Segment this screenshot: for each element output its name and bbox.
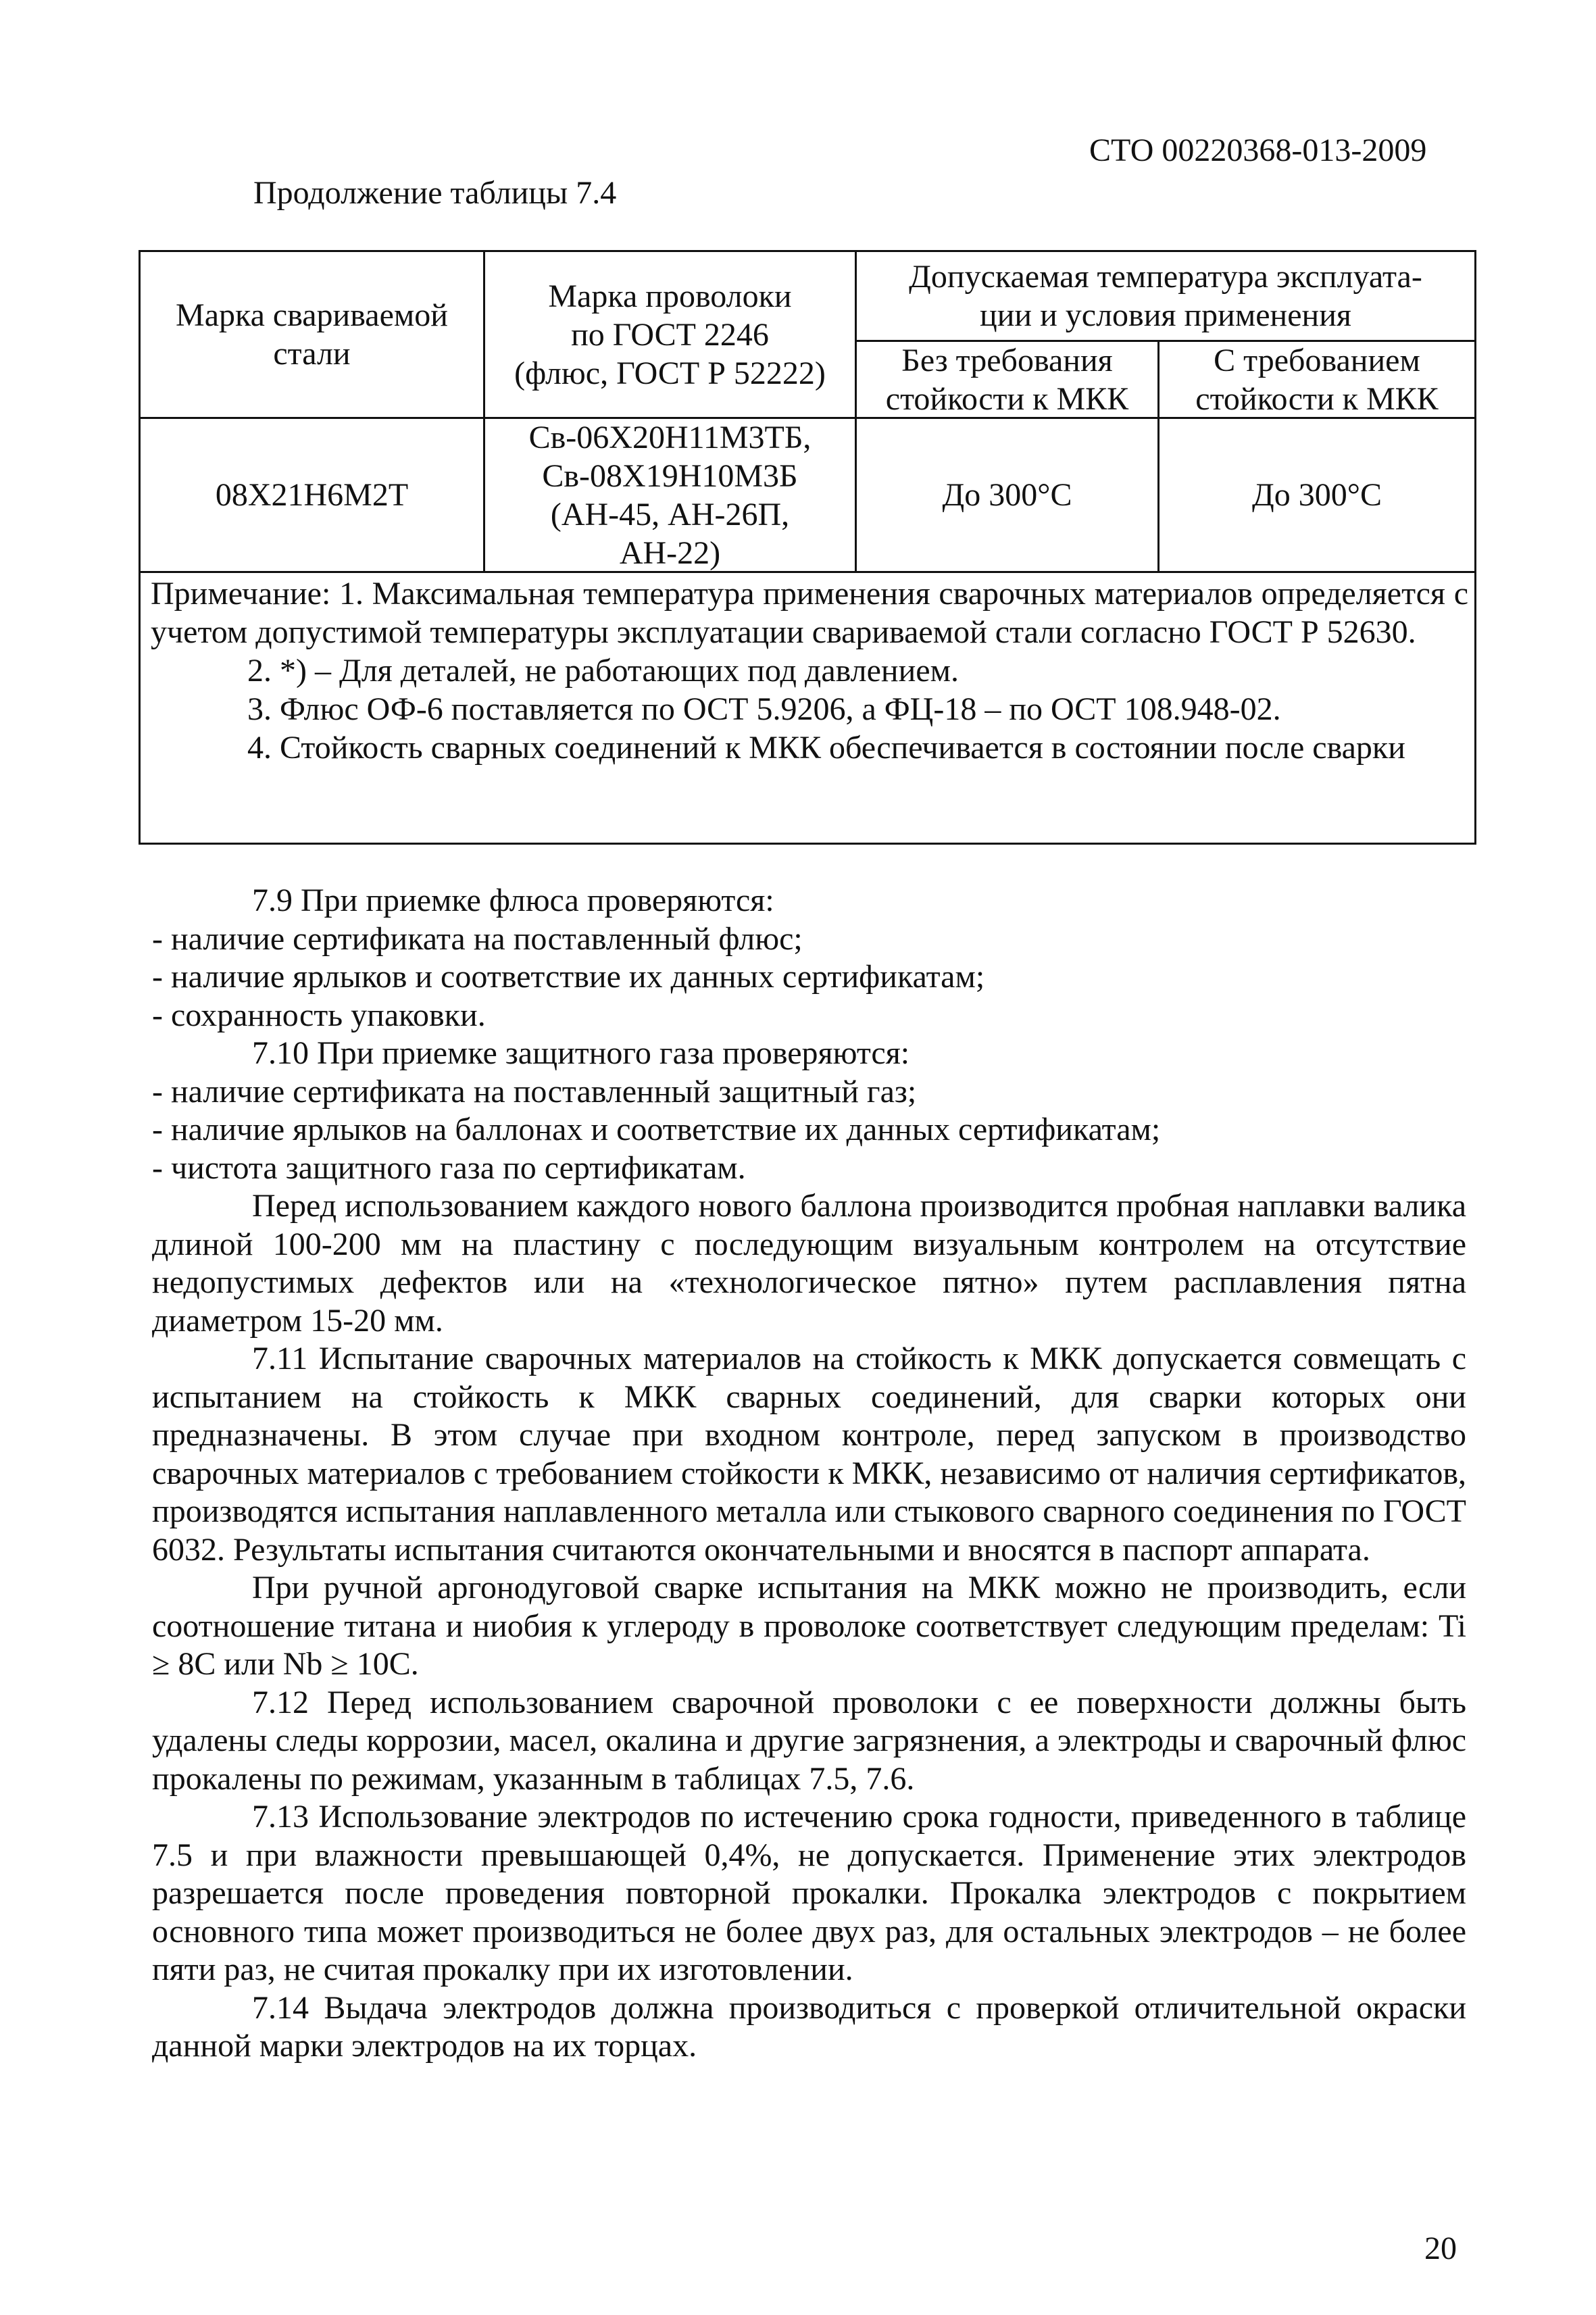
- table-7-4: [139, 250, 1476, 845]
- note-4: 4. Стойкость сварных соединений к МКК обеспечивается в состоянии после сварки: [247, 730, 1405, 766]
- para-7-9: 7.9 При приемке флюса проверяются:: [252, 882, 774, 918]
- body-text: [152, 882, 1466, 2066]
- header-steel-grade: Марка свариваемой стали: [176, 297, 448, 372]
- table-caption: Продолжение таблицы 7.4: [253, 175, 617, 211]
- header-without-mkk: Без требования стойкости к МКК: [885, 342, 1129, 417]
- document-code: СТО 00220368-013-2009: [1089, 132, 1427, 168]
- table-border-bottom: [139, 843, 1476, 845]
- table-note: [151, 574, 1468, 767]
- para-7-13: 7.13 Использование электродов по истечению срока годности, приведенного в таблице 7.5 и при влажности превышающей 0,4%, не допускается. Применение этих электродов разрешается после проведения повторной прокалки. Прокалка электродов с покрытием основного типа может производиться не более двух раз, для остальных электродов – не более пяти раз, не считая прокалку при их изготовлении.: [152, 1799, 1466, 1987]
- cell-wire-grade: Св-06Х20Н11М3ТБ, Св-08Х19Н10М3Б (АН-45, АН-26П, АН-22): [528, 419, 812, 571]
- para-7-10: 7.10 При приемке защитного газа проверяются:: [252, 1035, 910, 1071]
- cell-temp-with-mkk: До 300°С: [1252, 477, 1382, 513]
- table-border-right: [1474, 250, 1476, 845]
- para-7-14: 7.14 Выдача электродов должна производиться с проверкой отличительной окраски данной марки электродов на их торцах.: [152, 1989, 1466, 2064]
- list-item: - наличие ярлыков и соответствие их данных сертификатам;: [152, 959, 985, 995]
- list-item: - чистота защитного газа по сертификатам.: [152, 1149, 746, 1186]
- table-rule-note: [139, 571, 1476, 573]
- para-7-11: 7.11 Испытание сварочных материалов на стойкость к МКК допускается совмещать с испытанием на стойкость к МКК сварных соединений, для сварки которых они предназначены. В этом случае при входном контроле, перед запуском в производство сварочных материалов с требованием стойкости к МКК, независимо от наличия сертификатов, производятся испытания наплавленного металла или стыкового сварного соединения по ГОСТ 6032. Результаты испытания считаются окончательными и вносятся в паспорт аппарата.: [152, 1341, 1466, 1568]
- cell-temp-without-mkk: До 300°С: [942, 477, 1072, 513]
- cell-steel-grade: 08Х21Н6М2Т: [215, 477, 409, 513]
- header-allowed-temperature: Допускаемая температура эксплуата- ции и условия применения: [909, 259, 1422, 333]
- note-1: Примечание: 1. Максимальная температура применения сварочных материалов определяется с учетом допустимой температуры эксплуатации свариваемой стали согласно ГОСТ Р 52630.: [151, 576, 1468, 650]
- list-item: - наличие сертификата на поставленный защитный газ;: [152, 1073, 917, 1110]
- para-7-12: 7.12 Перед использованием сварочной проволоки с ее поверхности должны быть удалены следы коррозии, масел, окалина и другие загрязнения, а электроды и сварочный флюс прокалены по режимам, указанным в таблицах 7.5, 7.6.: [152, 1684, 1466, 1797]
- list-item: - сохранность упаковки.: [152, 997, 486, 1033]
- list-item: - наличие сертификата на поставленный флюс;: [152, 920, 803, 957]
- header-with-mkk: С требованием стойкости к МКК: [1195, 342, 1439, 417]
- page-number: 20: [1424, 2231, 1457, 2266]
- para-7-11-text: При ручной аргонодуговой сварке испытания на МКК можно не производить, если соотношение титана и ниобия к углероду в проволоке соответствует следующим пределам: Ti ≥ 8C или Nb ≥ 10C.: [152, 1570, 1466, 1682]
- note-2: 2. *) – Для деталей, не работающих под давлением.: [247, 653, 959, 689]
- list-item: - наличие ярлыков на баллонах и соответствие их данных сертификатам;: [152, 1112, 1161, 1147]
- para-7-10-text: Перед использованием каждого нового баллона производится пробная наплавки валика длиной 100-200 мм на пластину с последующим визуальным контролем на отсутствие недопустимых дефектов или на «технологическое пятно» путем расплавления пятна диаметром 15-20 мм.: [152, 1188, 1466, 1339]
- note-3: 3. Флюс ОФ-6 поставляется по ОСТ 5.9206, а ФЦ-18 – по ОСТ 108.948-02.: [247, 691, 1281, 727]
- header-wire-grade: Марка проволоки по ГОСТ 2246 (флюс, ГОСТ Р 52222): [514, 278, 826, 391]
